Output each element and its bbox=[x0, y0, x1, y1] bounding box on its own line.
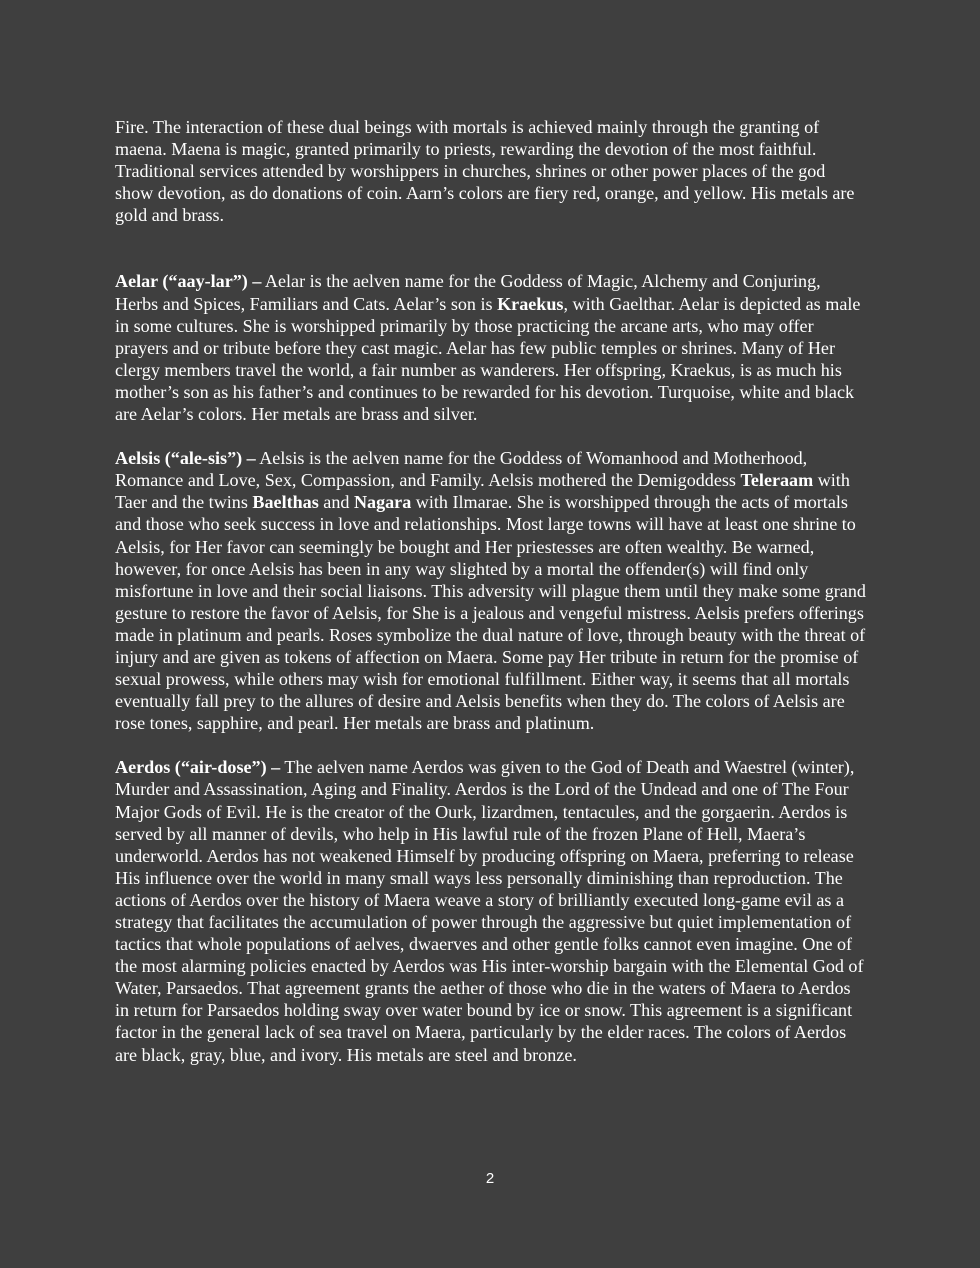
aelsis-bold-baelthas: Baelthas bbox=[252, 492, 319, 513]
aerdos-heading: Aerdos (“air-dose”) – bbox=[115, 757, 281, 778]
aelsis-bold-teleraam: Teleraam bbox=[740, 470, 814, 491]
aerdos-text-1: The aelven name Aerdos was given to the God of Death and Waestrel (winter), Murder and Assassination, Aging and Finality. Aerdos is the Lord of the Undead and one of The Four Major Gods of Evil. He is the creator of the Ourk, lizardmen, tentacules, and the gorgaerin. Aerdos is served by all manner of devils, who help in His lawful rule of the frozen Plane of Hell, Maera’s underworld. Aerdos has not weakened Himself by producing offspring on Maera, preferring to release His influence over the world in many small ways less personally diminishing than reproduction. The actions of Aerdos over the history of Maera weave a story of brilliantly executed long-game evil as a strategy that facilitates the accumulation of power through the aggressive but quiet implementation of tactics that whole populations of aelves, dwaerves and other gentle folks cannot even imagine. One of the most alarming policies enacted by Aerdos was His inter-worship bargain with the Elemental God of Water, Parsaedos. That agreement grants the aether of those who die in the waters of Maera to Aerdos in return for Parsaedos holding sway over water bound by ice or snow. This agreement is a significant factor in the general lack of sea travel on Maera, particularly by the elder races. The colors of Aerdos are black, gray, blue, and ivory. His metals are steel and bronze. bbox=[115, 757, 864, 1065]
aelar-text-1: Aelar is the aelven name for the Goddess of Magic, Alchemy and Conjuring, Herbs and Spices, Familiars and Cats. Aelar’s son is bbox=[115, 271, 821, 314]
aelar-paragraph bbox=[115, 270, 867, 425]
intro-text: Fire. The interaction of these dual beings with mortals is achieved mainly through the granting of maena. Maena is magic, granted primarily to priests, rewarding the devotion of the most faithful. Traditional services attended by worshippers in churches, shrines or other power places of the god show devotion, as do donations of coin. Aarn’s colors are fiery red, orange, and yellow. His metals are gold and brass. bbox=[115, 117, 855, 226]
intro-paragraph bbox=[115, 116, 867, 226]
aelsis-text-3: and bbox=[318, 492, 354, 513]
section-spacer bbox=[115, 226, 867, 270]
page-number: 2 bbox=[485, 1170, 495, 1187]
aelsis-bold-nagara: Nagara bbox=[353, 492, 412, 513]
document-page bbox=[115, 116, 867, 1066]
aelar-bold-kraekus: Kraekus bbox=[497, 293, 564, 314]
aelsis-heading: Aelsis (“ale-sis”) – bbox=[115, 448, 256, 469]
aelar-heading: Aelar (“aay-lar”) – bbox=[115, 271, 262, 292]
section-spacer bbox=[115, 425, 867, 447]
aerdos-paragraph bbox=[115, 756, 867, 1065]
aelsis-text-1: Aelsis is the aelven name for the Goddess of Womanhood and Motherhood, Romance and Love, Sex, Compassion, and Family. Aelsis mothered the Demigoddess bbox=[115, 448, 808, 491]
section-spacer bbox=[115, 734, 867, 756]
aelsis-text-2: with Taer and the twins bbox=[115, 470, 850, 513]
aelar-text-2: , with Gaelthar. Aelar is depicted as male in some cultures. She is worshipped primarily by those practicing the arcane arts, who may offer prayers and or tribute before they cast magic. Aelar has few public temples or shrines. Many of Her clergy members travel the world, a fair number as wanderers. Her offspring, Kraekus, is as much his mother’s son as his father’s and continues to be rewarded for his devotion. Turquoise, white and black are Aelar’s colors. Her metals are brass and silver. bbox=[115, 293, 861, 425]
aelsis-text-4: with Ilmarae. She is worshipped through the acts of mortals and those who seek success in love and relationships. Most large towns will have at least one shrine to Aelsis, for Her favor can seemingly be bought and Her priestesses are often wealthy. Be warned, however, for once Aelsis has been in any way slighted by a mortal the offender(s) will find only misfortune in love and their social liaisons. This adversity will plague them until they make some grand gesture to restore the favor of Aelsis, for She is a jealous and vengeful mistress. Aelsis prefers offerings made in platinum and pearls. Roses symbolize the dual nature of love, through beauty with the threat of injury and are given as tokens of affection on Maera. Some pay Her tribute in return for the promise of sexual prowess, while others may wish for emotional fulfillment. Either way, it seems that all mortals eventually fall prey to the allures of desire and Aelsis benefits when they do. The colors of Aelsis are rose tones, sapphire, and pearl. Her metals are brass and platinum. bbox=[115, 492, 866, 734]
aelsis-paragraph bbox=[115, 447, 867, 734]
